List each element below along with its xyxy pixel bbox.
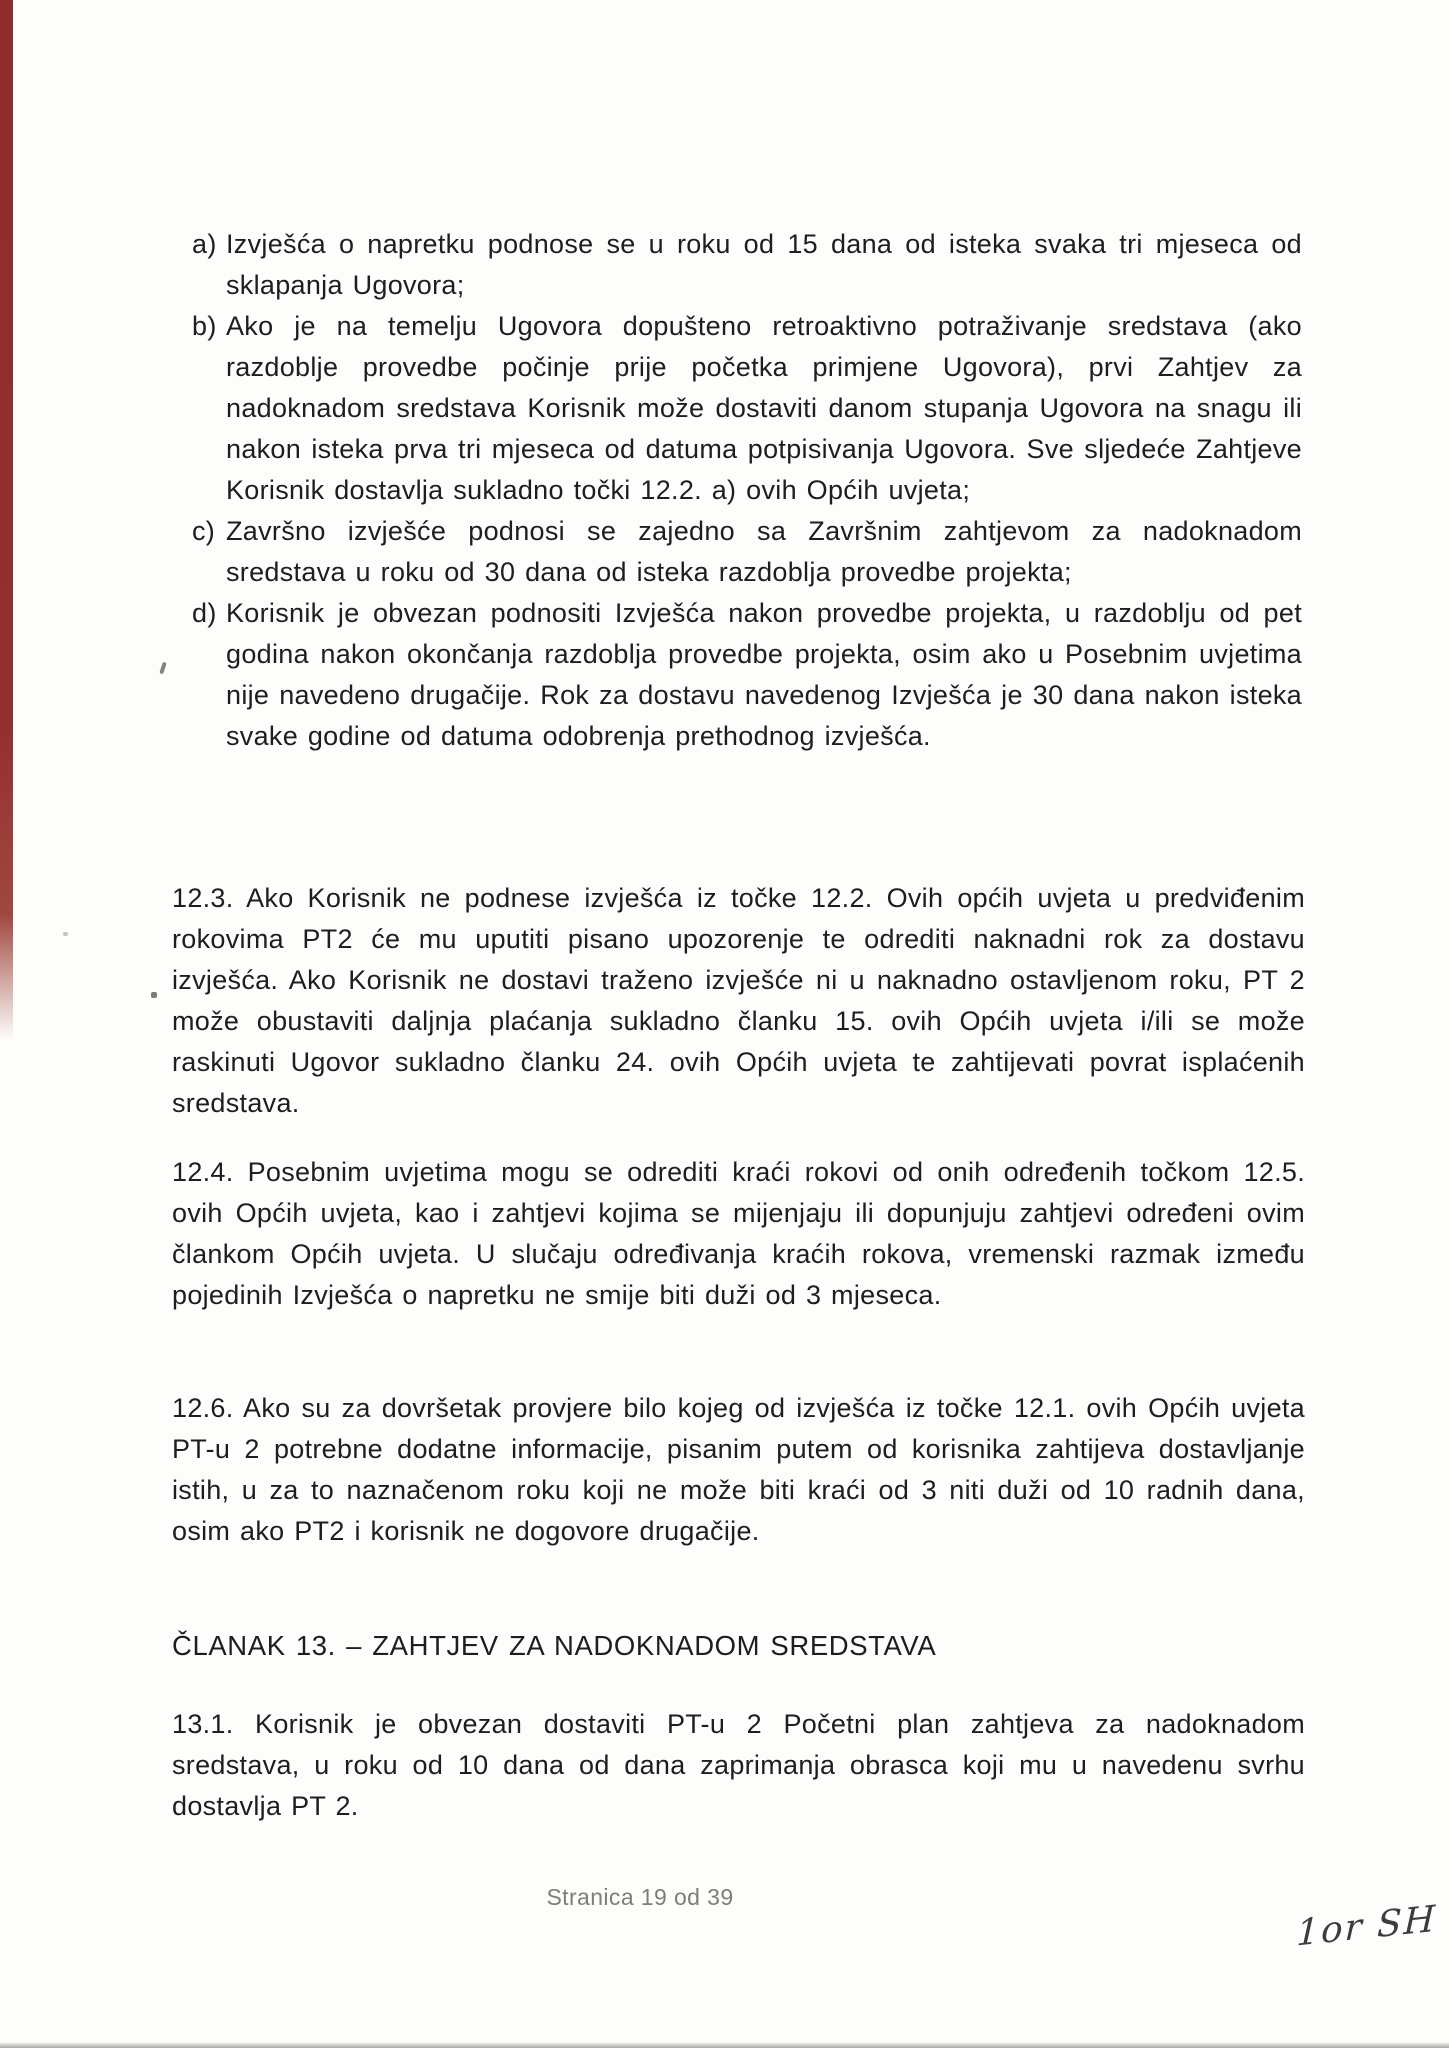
section-12-3: 12.3. Ako Korisnik ne podnese izvješća iz točke 12.2. Ovih općih uvjeta u predviđenim rokovima PT2 će mu uputiti pisano upozorenje te odrediti naknadni rok za dostavu izvješća. Ako Korisnik ne dostavi traženo izvješće ni u naknadno ostavljenom roku, PT 2 može obustaviti daljnja plaćanja sukladno članku 15. ovih Općih uvjeta i/ili se može raskinuti Ugovor sukladno članku 24. ovih Općih uvjeta te zahtijevati povrat isplaćenih sredstava.	[172, 883, 1305, 1118]
list-item-label: d)	[192, 598, 217, 628]
scan-artifact	[159, 662, 167, 675]
list-item-a	[192, 224, 1302, 306]
handwritten-initials: 1or SH	[1295, 1898, 1438, 1955]
list-item-label: b)	[192, 311, 217, 341]
scan-bottom-edge	[0, 2042, 1449, 2048]
scan-artifact	[151, 992, 157, 998]
scan-binder-edge	[0, 0, 13, 1040]
scan-artifact	[63, 932, 68, 936]
list-item-b	[192, 306, 1302, 511]
list-item-text: Izvješća o napretku podnose se u roku od 15 dana od isteka svaka tri mjeseca od sklapanja Ugovora;	[226, 229, 1302, 300]
list-item-text: Korisnik je obvezan podnositi Izvješća nakon provedbe projekta, u razdoblju od pet godina nakon okončanja razdoblja provedbe projekta, osim ako u Posebnim uvjetima nije navedeno drugačije. Rok za dostavu navedenog Izvješća je 30 dana nakon isteka svake godine od datuma odobrenja prethodnog izvješća.	[226, 598, 1302, 751]
list-item-text: Završno izvješće podnosi se zajedno sa Završnim zahtjevom za nadoknadom sredstava u roku od 30 dana od isteka razdoblja provedbe projekta;	[226, 516, 1302, 587]
article-13-heading: ČLANAK 13. – ZAHTJEV ZA NADOKNADOM SREDSTAVA	[172, 1630, 937, 1661]
list-item-label: c)	[192, 516, 216, 546]
section-12-6: 12.6. Ako su za dovršetak provjere bilo kojeg od izvješća iz točke 12.1. ovih Općih uvjeta PT-u 2 potrebne dodatne informacije, pisanim putem od korisnika zahtijeva dostavljanje istih, u za to naznačenom roku koji ne može biti kraći od 3 niti duži od 10 radnih dana, osim ako PT2 i korisnik ne dogovore drugačije.	[172, 1393, 1305, 1546]
page-number-footer: Stranica 19 od 39	[546, 1884, 734, 1910]
list-item-d	[192, 593, 1302, 757]
reporting-deadlines-list	[192, 224, 1302, 757]
list-item-label: a)	[192, 229, 217, 259]
list-item-c	[192, 511, 1302, 593]
section-12-4: 12.4. Posebnim uvjetima mogu se odrediti kraći rokovi od onih određenih točkom 12.5. ovih Općih uvjeta, kao i zahtjevi kojima se mijenjaju ili dopunjuju zahtjevi određeni ovim člankom Općih uvjeta. U slučaju određivanja kraćih rokova, vremenski razmak između pojedinih Izvješća o napretku ne smije biti duži od 3 mjeseca.	[172, 1157, 1305, 1310]
list-item-text: Ako je na temelju Ugovora dopušteno retroaktivno potraživanje sredstava (ako razdoblje provedbe počinje prije početka primjene Ugovora), prvi Zahtjev za nadoknadom sredstava Korisnik može dostaviti danom stupanja Ugovora na snagu ili nakon isteka prva tri mjeseca od datuma potpisivanja Ugovora. Sve sljedeće Zahtjeve Korisnik dostavlja sukladno točki 12.2. a) ovih Općih uvjeta;	[226, 311, 1302, 505]
section-13-1: 13.1. Korisnik je obvezan dostaviti PT-u 2 Početni plan zahtjeva za nadoknadom sredstava, u roku od 10 dana od dana zaprimanja obrasca koji mu u navedenu svrhu dostavlja PT 2.	[172, 1709, 1305, 1821]
